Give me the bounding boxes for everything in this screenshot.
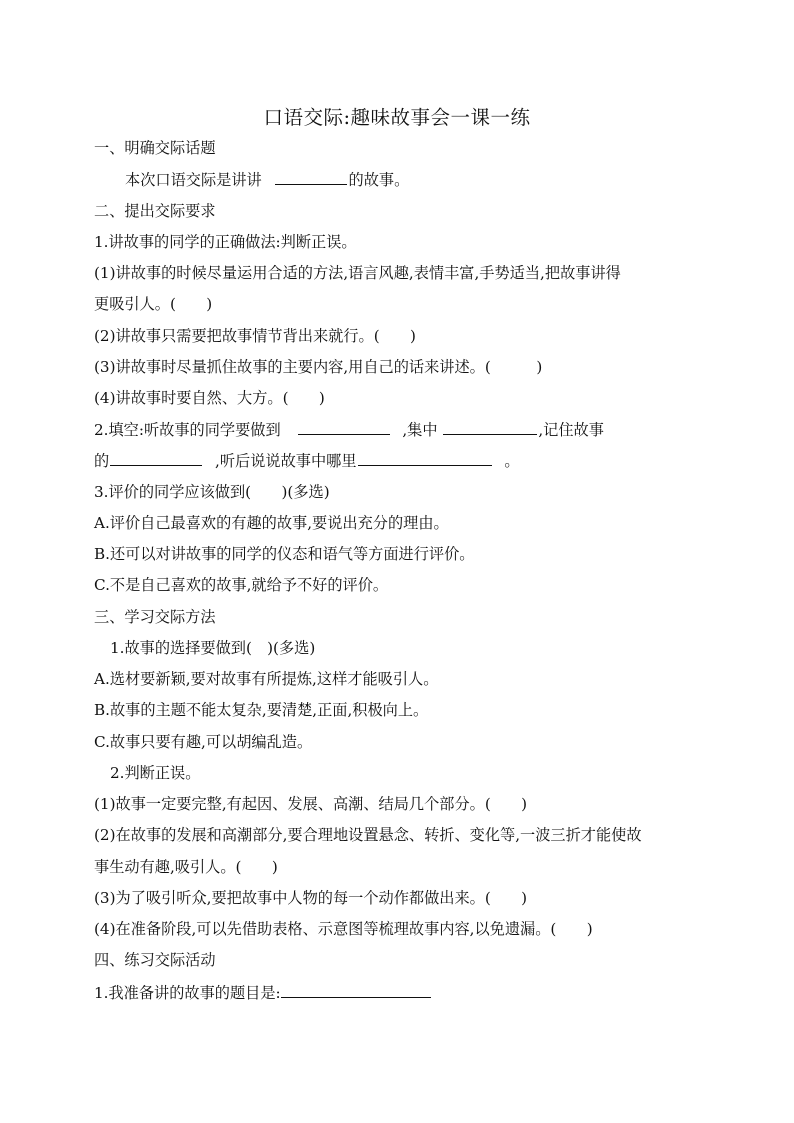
option-c: C.故事只要有趣,可以胡编乱造。 <box>94 733 313 751</box>
question-item: 3.评价的同学应该做到( )(多选) <box>94 483 330 501</box>
question-item: 1.故事的选择要做到( )(多选) <box>110 639 316 657</box>
question-text: 1.我准备讲的故事的题目是: <box>94 984 281 1002</box>
option-c: C.不是自己喜欢的故事,就给予不好的评价。 <box>94 576 389 594</box>
true-false-item: (2)讲故事只需要把故事情节背出来就行。( ) <box>94 327 416 345</box>
answer-blank[interactable] <box>281 981 431 998</box>
question-text: ,集中 <box>402 421 438 439</box>
question-item: 1.讲故事的同学的正确做法:判断正误。 <box>94 233 357 251</box>
true-false-item: (4)讲故事时要自然、大方。( ) <box>94 389 325 407</box>
answer-blank[interactable] <box>275 168 347 185</box>
option-a: A.选材要新颖,要对故事有所提炼,这样才能吸引人。 <box>94 670 439 688</box>
question-item: 2.判断正误。 <box>110 764 201 782</box>
page-title: 口语交际:趣味故事会一课一练 <box>263 106 531 129</box>
option-a: A.评价自己最喜欢的有趣的故事,要说出充分的理由。 <box>94 514 449 532</box>
question-text: ,听后说说故事中哪里 <box>215 452 357 470</box>
answer-blank[interactable] <box>298 418 390 435</box>
answer-blank[interactable] <box>110 449 202 466</box>
question-text: 的 <box>94 452 110 470</box>
fill-in-question <box>94 418 604 441</box>
true-false-item-cont: 更吸引人。( ) <box>94 295 213 313</box>
section-heading-2: 二、提出交际要求 <box>94 202 216 220</box>
question-text: 。 <box>504 452 520 470</box>
question-text: 2.填空:听故事的同学要做到 <box>94 421 281 439</box>
section-heading-3: 三、学习交际方法 <box>94 608 216 626</box>
question-text: ,记住故事 <box>538 421 604 439</box>
true-false-item: (4)在准备阶段,可以先借助表格、示意图等梳理故事内容,以免遗漏。( ) <box>94 920 593 938</box>
option-b: B.故事的主题不能太复杂,要清楚,正面,积极向上。 <box>94 701 429 719</box>
section-heading-4: 四、练习交际活动 <box>94 951 216 969</box>
question-item <box>94 981 431 1004</box>
section-heading-1: 一、明确交际话题 <box>94 139 216 157</box>
question-text: 的故事。 <box>348 171 410 189</box>
true-false-item-cont: 事生动有趣,吸引人。( ) <box>94 858 278 876</box>
true-false-item: (1)讲故事的时候尽量运用合适的方法,语言风趣,表情丰富,手势适当,把故事讲得 <box>94 264 621 282</box>
true-false-item: (3)为了吸引听众,要把故事中人物的每一个动作都做出来。( ) <box>94 889 528 907</box>
answer-blank[interactable] <box>358 449 492 466</box>
true-false-item: (2)在故事的发展和高潮部分,要合理地设置悬念、转折、变化等,一波三折才能使故 <box>94 826 642 844</box>
option-b: B.还可以对讲故事的同学的仪态和语气等方面进行评价。 <box>94 545 475 563</box>
true-false-item: (1)故事一定要完整,有起因、发展、高潮、结局几个部分。( ) <box>94 795 528 813</box>
question-text: 本次口语交际是讲讲 <box>125 171 262 189</box>
answer-blank[interactable] <box>443 418 537 435</box>
true-false-item: (3)讲故事时尽量抓住故事的主要内容,用自己的话来讲述。( ) <box>94 358 543 376</box>
fill-in-question-cont <box>94 449 520 472</box>
question-topic <box>125 168 409 191</box>
